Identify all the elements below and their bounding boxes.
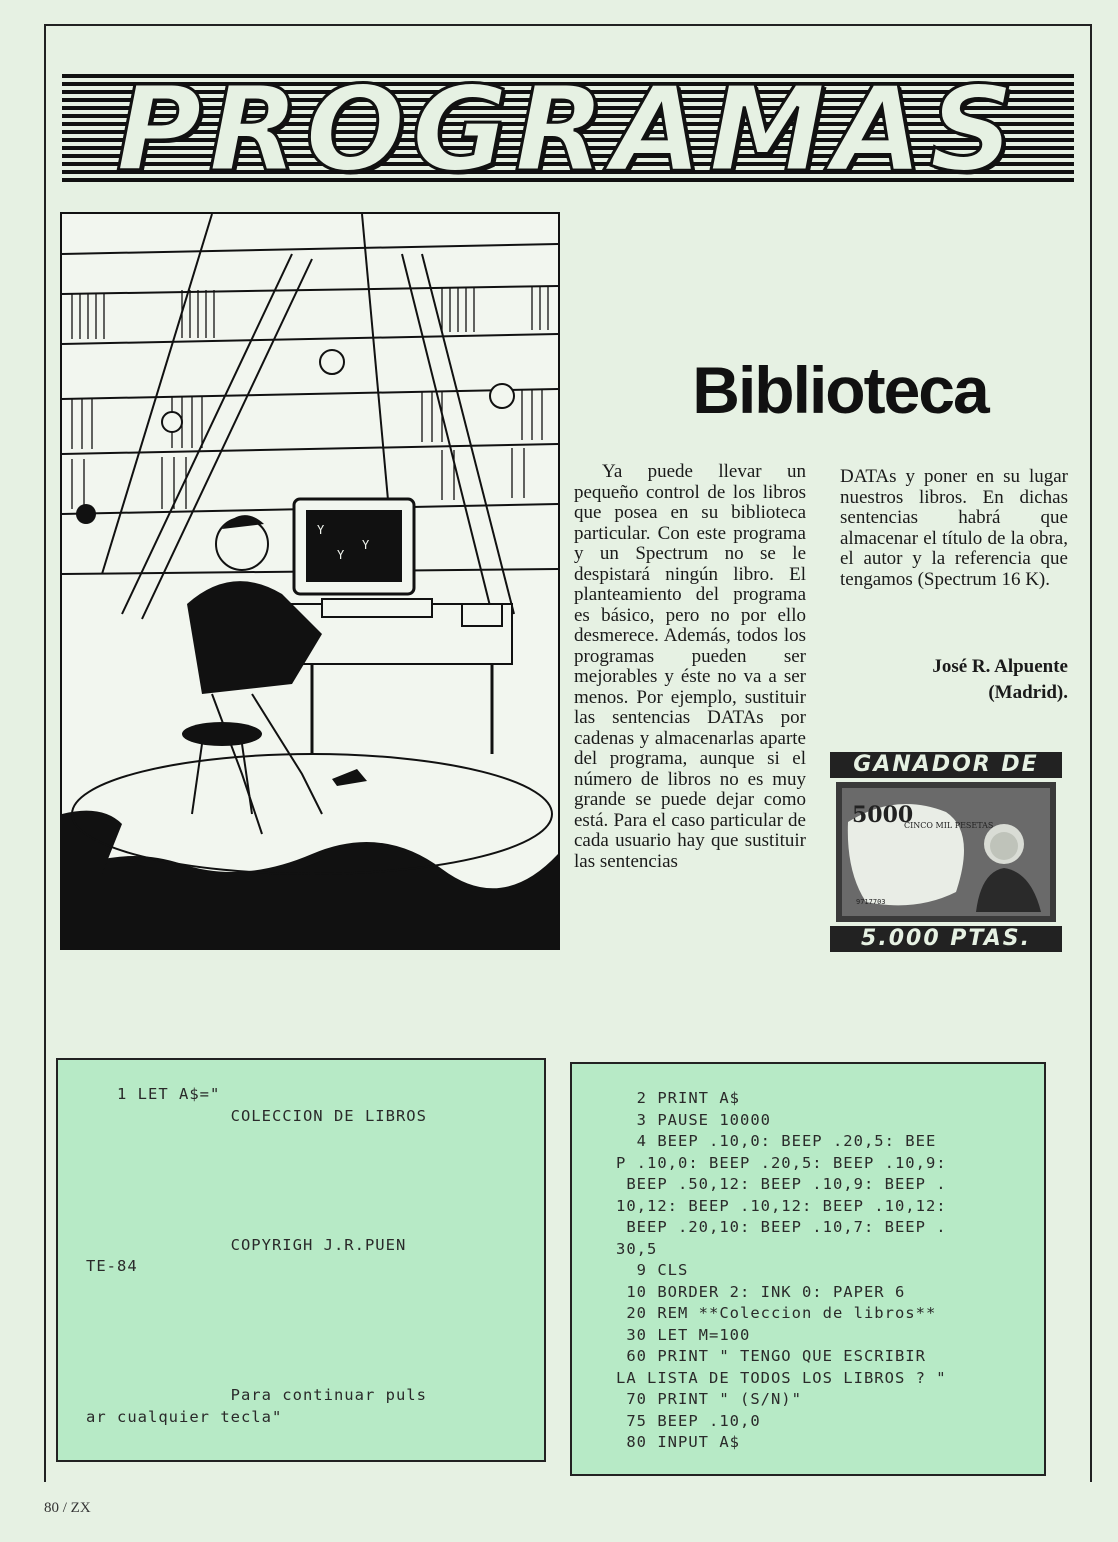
code-line [86,1149,544,1171]
code-line: 10,12: BEEP .10,12: BEEP .10,12: [616,1196,947,1215]
code-line: 4 BEEP .10,0: BEEP .20,5: BEE [616,1132,937,1150]
note-value: 5000 [852,802,914,828]
note-text: CINCO MIL PESETAS [904,821,994,830]
article-title: Biblioteca [692,353,988,427]
code-line: 70 PRINT " (S/N)" [616,1390,802,1408]
code-line [86,1342,544,1364]
author-city: (Madrid). [988,682,1068,703]
code-line: Para continuar puls [86,1386,427,1404]
code-line: 10 BORDER 2: INK 0: PAPER 6 [616,1282,906,1301]
screen-glyph-2: Y [337,548,345,562]
code-line [86,1192,544,1214]
code-line: 3 PAUSE 10000 [616,1110,771,1129]
code-line: P .10,0: BEEP .20,5: BEEP .10,9: [616,1153,947,1172]
code-line: 80 INPUT A$ [616,1433,740,1451]
code-line: 1 LET A$=" [86,1085,221,1103]
code-line: ar cualquier tecla" [86,1407,283,1426]
page-folio: 80 / ZX [44,1500,91,1516]
code-line: COPYRIGH J.R.PUEN [86,1235,407,1254]
code-line [86,1213,544,1235]
code-line [86,1170,544,1192]
code-line: 75 BEEP .10,0 [616,1411,761,1430]
prize-bottom-label: 5.000 PTAS. [830,926,1062,952]
code-line: TE-84 [86,1257,138,1275]
code-line: 2 PRINT A$ [616,1089,740,1107]
page-frame-right [1090,24,1092,1482]
code-listing-2 [570,1062,1046,1476]
prize-top-label: GANADOR DE [830,752,1062,778]
code-line: 30 LET M=100 [616,1325,751,1344]
code-line [86,1364,544,1386]
article-column-1: Ya puede llevar un pequeño control de los libros que posea en su biblioteca particular. Con este programa y un Spectrum no se le despistará ningún libro. El planteamiento del programa es básico, pero no por ello desmerece. Además, todos los programas pueden ser mejorables y éste no va a ser menos. Por ejemplo, sustituir las sentencias DATAs por cadenas y almacenarlas aparte del programa, aunque si el número de libros no es muy grande se puede dejar como está. Para el caso particular de cada usuario hay que sustituir las sentencias [574,461,806,872]
banner-title: PROGRAMAS [115,74,1021,184]
screen-glyph-3: Y [362,538,370,552]
code-line: 30,5 [616,1239,658,1258]
code-line: BEEP .20,10: BEEP .10,7: BEEP . [616,1218,947,1236]
page-frame-top [44,24,1092,26]
author-credit [840,654,1068,706]
code-line: 60 PRINT " TENGO QUE ESCRIBIR [616,1347,926,1365]
code-line [86,1127,544,1149]
code-line [86,1278,544,1300]
code-line [86,1321,544,1343]
code-line: LA LISTA DE TODOS LOS LIBROS ? " [616,1368,947,1387]
section-banner [62,74,1074,184]
code-line: BEEP .50,12: BEEP .10,9: BEEP . [616,1175,947,1193]
code-line [86,1299,544,1321]
page-frame-left [44,24,46,1482]
note-serial: 9717703 [856,898,886,906]
code-line: 9 CLS [616,1261,689,1279]
library-illustration [60,212,560,950]
article-column-2: DATAs y poner en su lugar nuestros libros. En dichas sentencias habrá que almacenar el título de la obra, el autor y la referencia que tengamos (Spectrum 16 K). [840,466,1068,590]
code-line: COLECCION DE LIBROS [86,1106,427,1125]
prize-badge [830,752,1062,952]
code-listing-1 [56,1058,546,1462]
banknote-image [836,782,1056,922]
author-name: José R. Alpuente [932,656,1068,677]
illustration-drawing [62,214,558,948]
screen-glyph-1: Y [317,523,325,537]
code-line: 20 REM **Coleccion de libros** [616,1304,937,1322]
